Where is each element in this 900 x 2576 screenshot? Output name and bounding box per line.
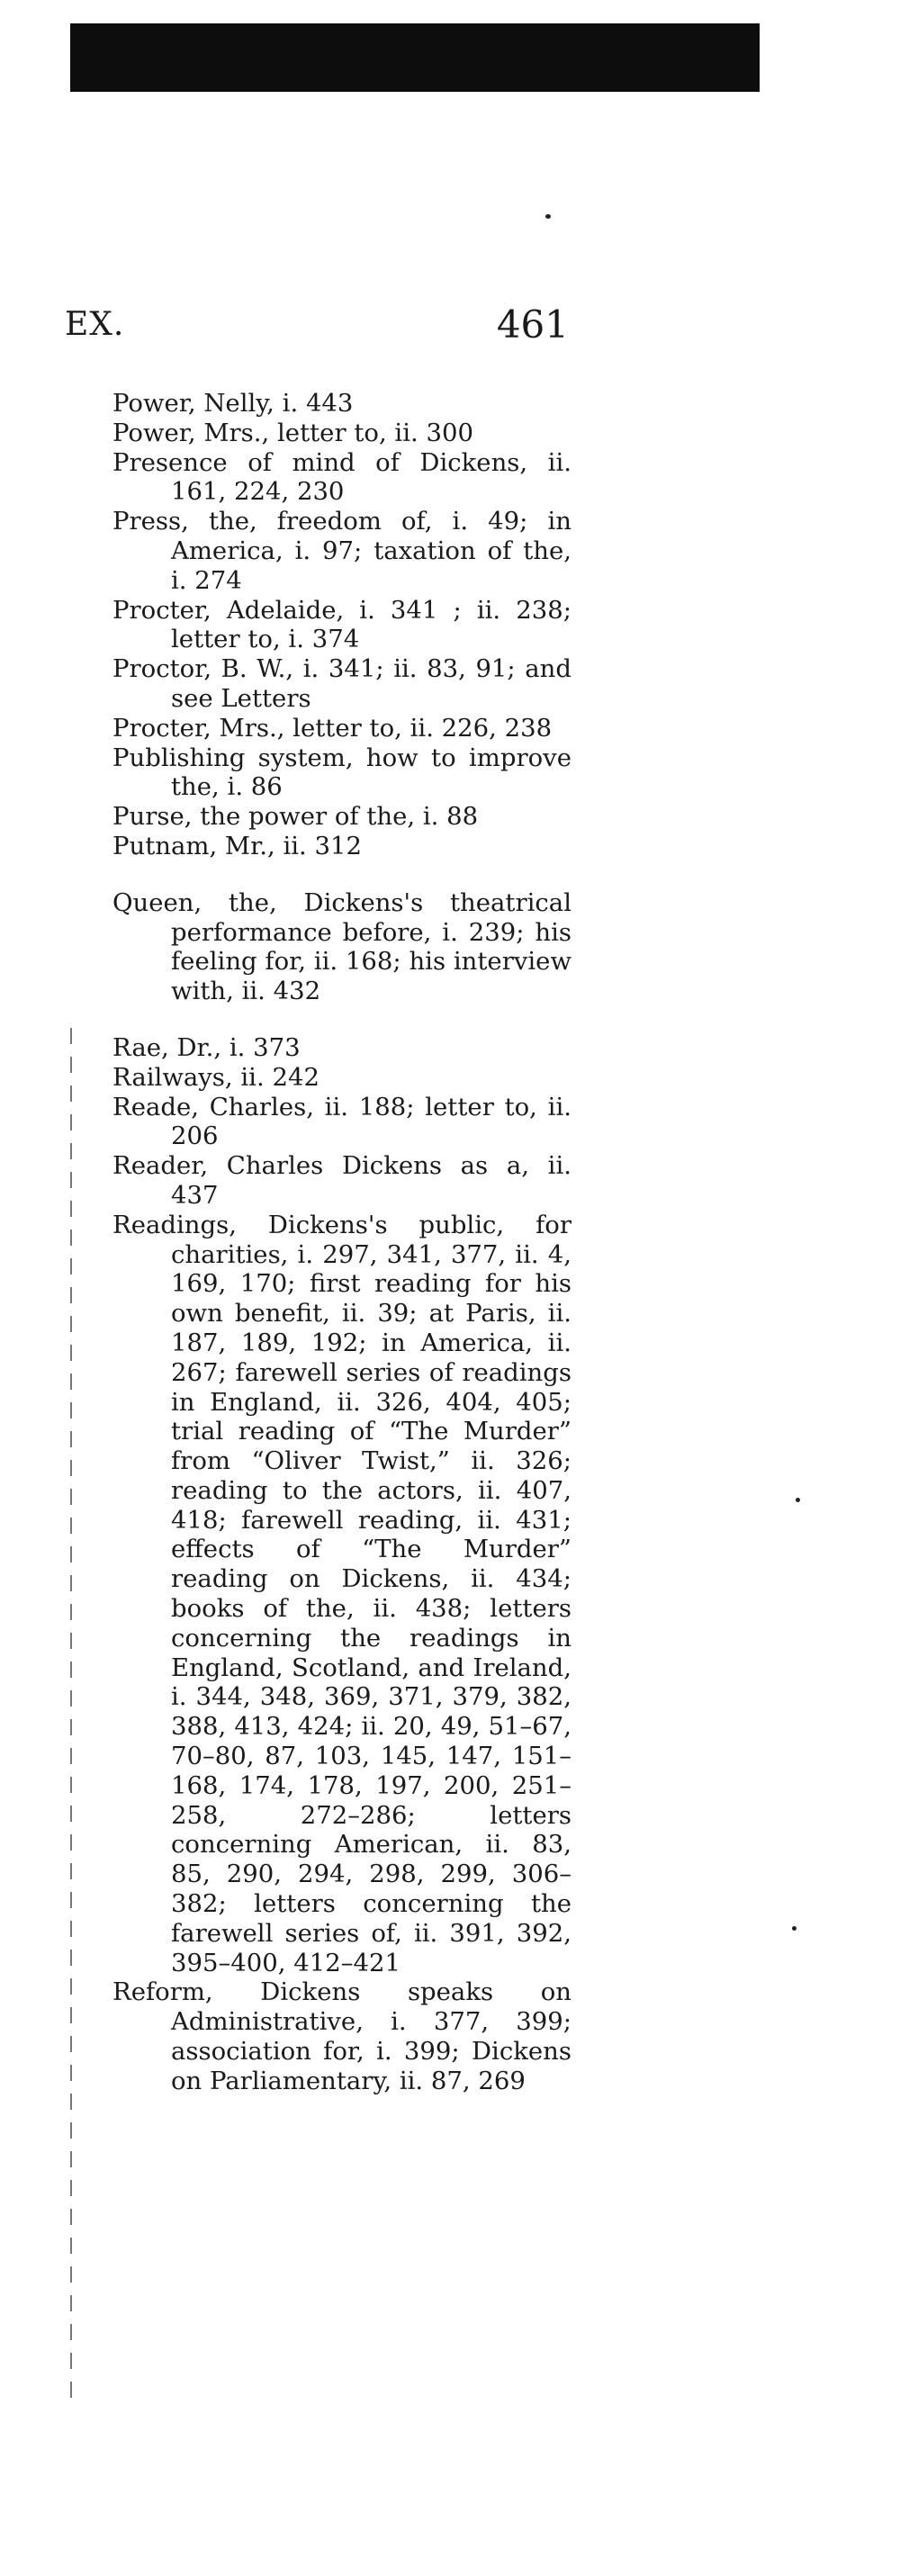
scan-speck [796,1498,800,1502]
index-entry: Publishing system, how to improve the, i. 86 [112,743,572,802]
page-number: 461 [496,302,569,347]
index-entry: Purse, the power of the, i. 88 [112,802,479,832]
index-entry: Rae, Dr., i. 373 [112,1032,301,1062]
index-entry: Reform, Dickens speaks on Administrative, i. 377, 399; association for, i. 399; Dickens on Parliamentary, ii. 87, 269 [112,1977,572,2095]
scan-speck [792,1926,796,1931]
running-head: EX. [65,306,125,343]
scan-speck [545,214,551,219]
index-entry: Power, Mrs., letter to, ii. 300 [112,418,473,447]
index-entry: Reader, Charles Dickens as a, ii. 437 [112,1151,572,1210]
index-entry: Press, the, freedom of, i. 49; in America, i. 97; taxation of the, i. 274 [112,507,572,595]
index-entry: Power, Nelly, i. 443 [112,389,354,418]
page-header [65,302,569,356]
index-entry: Procter, Adelaide, i. 341 ; ii. 238; letter to, i. 374 [112,595,572,654]
index-entries [112,389,572,2096]
index-entry: Railways, ii. 242 [112,1062,320,1092]
index-entry: Proctor, B. W., i. 341; ii. 83, 91; and see Letters [112,654,572,713]
index-entry: Readings, Dickens's public, for charities, i. 297, 341, 377, ii. 4, 169, 170; first reading for his own benefit, ii. 39; at Paris, ii. 187, 189, 192; in America, ii. 267; farewell series of readings in England, ii. 326, 404, 405; trial reading of “The Murder” from “Oliver Twist,” ii. 326; reading to the actors, ii. 407, 418; farewell reading, ii. 431; effects of “The Murder” reading on Dickens, ii. 434; books of the, ii. 438; letters concerning the readings in England, Scotland, and Ireland, i. 344, 348, 369, 371, 379, 382, 388, 413, 424; ii. 20, 49, 51–67, 70–80, 87, 103, 145, 147, 151–168, 174, 178, 197, 200, 251–258, 272–286; letters concerning American, ii. 83, 85, 290, 294, 298, 299, 306–382; letters concerning the farewell series of, ii. 391, 392, 395–400, 412–421 [112,1210,572,1977]
index-entry: Presence of mind of Dickens, ii. 161, 224, 230 [112,447,572,507]
scan-margin-line [70,1028,72,2576]
scan-top-bar [70,23,760,92]
index-entry: Putnam, Mr., ii. 312 [112,831,363,860]
index-entry: Procter, Mrs., letter to, ii. 226, 238 [112,713,553,743]
index-entry: Queen, the, Dickens's theatrical performance before, i. 239; his feeling for, ii. 168; his interview with, ii. 432 [112,887,572,1006]
index-entry: Reade, Charles, ii. 188; letter to, ii. 206 [112,1092,572,1151]
